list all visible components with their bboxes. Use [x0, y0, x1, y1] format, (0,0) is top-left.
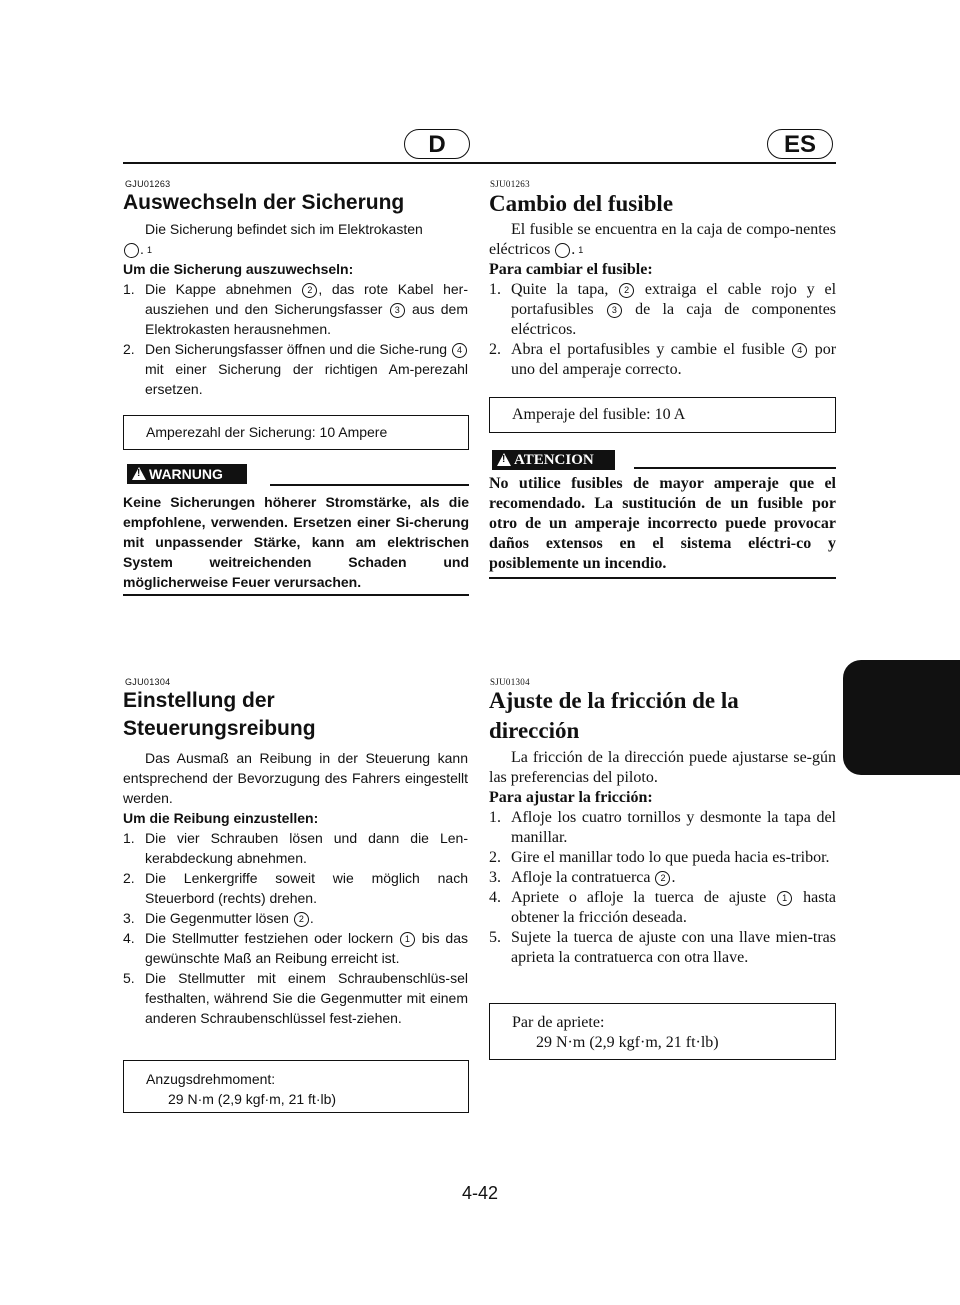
section-title: Ajuste de la fricción de la dirección: [489, 688, 739, 743]
section-code: SJU01304: [490, 677, 530, 687]
intro-paragraph: La fricción de la dirección puede ajustarse se-gún las preferencias del piloto.: [489, 749, 836, 786]
spec-box: Amperezahl der Sicherung: 10 Ampere: [123, 415, 469, 450]
section-code: GJU01263: [125, 179, 171, 189]
section-body: [123, 219, 468, 399]
warning-icon: [132, 467, 146, 480]
warning-rule: [634, 467, 836, 469]
spec-box: Amperaje del fusible: 10 A: [489, 397, 836, 433]
header-rule: [123, 162, 836, 164]
section-title: Einstellung der Steuerungsreibung: [123, 689, 316, 740]
spec-box: Par de apriete: 29 N·m (2,9 kgf·m, 21 ft·lb): [489, 1003, 836, 1060]
language-tab-de: D: [404, 129, 470, 159]
section-code: GJU01304: [125, 677, 171, 687]
warning-text: Keine Sicherungen höherer Stromstärke, als die empfohlene, verwenden. Ersetzen einer Si-cherung mit unpassender Stärke, kann am elektrischen System weitreichenden Schaden und möglicherweise Feuer verursachen.: [123, 494, 469, 590]
step-item: 2. Gire el manillar todo lo que pueda hacia es-tribor.: [489, 849, 830, 866]
warning-rule: [270, 484, 469, 486]
warning-rule: [123, 594, 469, 596]
step-item: 3. Die Gegenmutter lösen 2 .: [123, 910, 314, 926]
warning-label: ! WARNUNG: [127, 464, 247, 484]
callout-number: 1: [124, 243, 139, 258]
subheading: Para cambiar el fusible:: [489, 261, 653, 278]
intro-paragraph: El fusible se encuentra en la caja de compo-nentes eléctricos 1.: [489, 221, 836, 258]
step-item: 5. Die Stellmutter mit einem Schraubenschlüs-sel festhalten, während Sie die Gegenmutter mit einem anderen Schraubenschlüssel fest-ziehen.: [123, 970, 468, 1026]
warning-rule: [489, 577, 836, 579]
section-code: SJU01263: [490, 179, 530, 189]
intro-paragraph: Die Sicherung befindet sich im Elektrokasten 1.: [123, 219, 468, 259]
step-item: 4. Apriete o afloje la tuerca de ajuste 1 hasta obtener la fricción deseada.: [489, 889, 837, 926]
section-body: [489, 220, 836, 380]
warning-icon: [497, 453, 511, 466]
warning-text: No utilice fusibles de mayor amperaje que el recomendado. La sustitución de un fusible por otro de un amperaje incorrecto puede provocar daños extensos en el sistema eléctri-co y posiblemente un incendio.: [489, 475, 836, 572]
step-item: 3. Afloje la contratuerca 2 .: [489, 869, 676, 886]
step-item: 1. Quite la tapa, 2 extraiga el cable rojo y el portafusibles 3 de la caja de componentes eléctricos.: [489, 281, 837, 338]
step-item: 1. Die Kappe abnehmen 2 , das rote Kabel her-ausziehen und den Sicherungsfasser 3 aus dem Elektrokasten herausnehmen.: [123, 281, 469, 337]
step-item: 4. Die Stellmutter festziehen oder lockern 1 bis das gewünschte Maß an Reibung erreicht ist.: [123, 930, 469, 966]
subheading: Um die Reibung einzustellen:: [123, 810, 319, 826]
chapter-tab: [843, 660, 960, 775]
step-item: 2. Die Lenkergriffe soweit wie möglich nach Steuerbord (rechts) drehen.: [123, 870, 468, 906]
page-number: 4-42: [461, 1183, 499, 1203]
section-body: [489, 748, 836, 968]
section-title: Cambio del fusible: [489, 191, 674, 216]
warning-label: ! ATENCION: [492, 450, 615, 470]
step-item: 1. Afloje los cuatro tornillos y desmonte la tapa del manillar.: [489, 809, 836, 846]
step-item: 2. Den Sicherungsfasser öffnen und die Siche-rung 4 mit einer Sicherung der richtigen Am-perezahl ersetzen.: [123, 341, 468, 397]
spec-box: Anzugsdrehmoment: 29 N·m (2,9 kgf·m, 21 ft·lb): [123, 1060, 469, 1113]
step-item: 1. Die vier Schrauben lösen und dann die Len-kerabdeckung abnehmen.: [123, 830, 468, 866]
step-item: 5. Sujete la tuerca de ajuste con una llave mien-tras aprieta la contratuerca con otra llave.: [489, 929, 836, 966]
section-body: [123, 748, 468, 1028]
subheading: Um die Sicherung auszuwechseln:: [123, 261, 354, 277]
step-item: 2. Abra el portafusibles y cambie el fusible 4 por uno del amperaje correcto.: [489, 341, 837, 378]
intro-paragraph: Das Ausmaß an Reibung in der Steuerung kann entsprechend der Bevorzugung des Fahrers eingestellt werden.: [123, 750, 468, 806]
language-tab-es: ES: [767, 129, 833, 159]
subheading: Para ajustar la fricción:: [489, 789, 653, 806]
section-title: Auswechseln der Sicherung: [123, 191, 405, 214]
